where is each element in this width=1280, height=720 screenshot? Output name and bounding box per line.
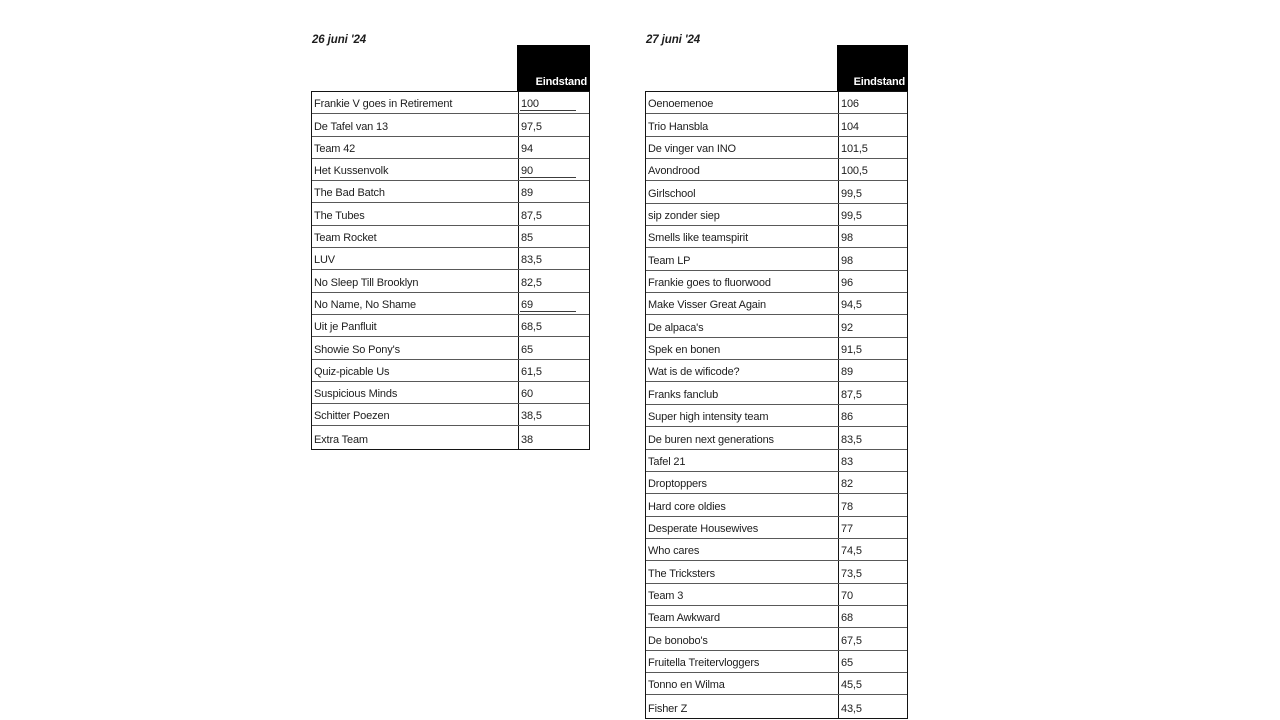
table-row [646,539,907,561]
team-name-cell: Fruitella Treitervloggers [648,656,760,669]
score-cell: 100 [518,92,589,113]
table-row [646,92,907,114]
team-name-cell: Quiz-picable Us [314,365,390,378]
team-name-cell: Het Kussenvolk [314,165,389,178]
score-cell: 98 [838,248,907,269]
team-name-cell: Fisher Z [648,702,688,715]
score-cell: 60 [518,382,589,403]
score-cell: 67,5 [838,628,907,649]
team-name-cell: Suspicious Minds [314,388,398,401]
team-name-cell: Avondrood [648,165,700,178]
team-name-cell: De Tafel van 13 [314,120,388,133]
team-name-cell: The Tricksters [648,567,715,580]
team-name-cell: The Tubes [314,209,365,222]
standings-grid [311,91,590,450]
table-row [312,137,589,159]
score-cell: 73,5 [838,561,907,582]
table-row [646,382,907,404]
team-name-cell: De vinger van INO [648,143,736,156]
team-name-cell: Droptoppers [648,478,707,491]
team-name-cell: Wat is de wificode? [648,366,740,379]
team-name-cell: Girlschool [648,187,696,200]
table-row [646,651,907,673]
score-cell: 106 [838,92,907,113]
team-name-cell: The Bad Batch [314,187,385,200]
team-name-cell: Smells like teamspirit [648,232,749,245]
team-name-cell: Frankie goes to fluorwood [648,277,771,290]
table-row [312,382,589,404]
team-name-cell: No Name, No Shame [314,298,416,311]
table-row [312,159,589,181]
table-row [646,360,907,382]
team-name-cell: Team 3 [648,589,684,602]
score-cell: 90 [518,159,589,180]
table-row [646,606,907,628]
table-row [646,673,907,695]
score-cell: 70 [838,584,907,605]
score-cell: 94,5 [838,293,907,314]
team-name-cell: Showie So Pony's [314,343,400,356]
score-cell: 104 [838,114,907,135]
team-name-cell: LUV [314,254,335,267]
table-row [646,405,907,427]
team-name-cell: No Sleep Till Brooklyn [314,276,419,289]
table-row [312,181,589,203]
team-name-cell: De bonobo's [648,634,708,647]
team-name-cell: Franks fanclub [648,388,719,401]
table-row [646,517,907,539]
table-row [312,315,589,337]
team-name-cell: Super high intensity team [648,411,769,424]
score-cell: 91,5 [838,338,907,359]
team-name-cell: Hard core oldies [648,500,726,513]
team-name-cell: Team Rocket [314,232,377,245]
table-row [646,114,907,136]
table-title-date: 26 juni '24 [312,34,367,46]
table-row [312,203,589,225]
eindstand-column-header: Eindstand [837,45,908,91]
table-row [646,315,907,337]
score-cell: 83,5 [838,427,907,448]
table-row [312,293,589,315]
team-name-cell: Team Awkward [648,612,720,625]
team-name-cell: Uit je Panfluit [314,321,377,334]
score-cell: 45,5 [838,673,907,694]
team-name-cell: Oenoemenoe [648,98,714,111]
table-row [646,584,907,606]
table-row [646,181,907,203]
score-cell: 86 [838,405,907,426]
score-cell: 87,5 [838,382,907,403]
table-row [646,561,907,583]
team-name-cell: Spek en bonen [648,344,721,357]
score-cell: 89 [518,181,589,202]
table-row [312,270,589,292]
table-row [646,293,907,315]
score-cell: 99,5 [838,181,907,202]
team-name-cell: De buren next generations [648,433,774,446]
table-row [646,159,907,181]
score-cell: 68 [838,606,907,627]
team-name-cell: Desperate Housewives [648,522,759,535]
team-name-cell: Team LP [648,254,691,267]
score-cell: 65 [838,651,907,672]
score-cell: 83,5 [518,248,589,269]
score-cell: 43,5 [838,695,907,717]
score-cell: 101,5 [838,137,907,158]
score-cell: 100,5 [838,159,907,180]
score-cell: 74,5 [838,539,907,560]
standings-grid [645,91,908,719]
team-name-cell: Who cares [648,545,700,558]
table-row [646,248,907,270]
table-row [646,271,907,293]
eindstand-column-header: Eindstand [517,45,590,91]
table-row [646,338,907,360]
table-row [646,450,907,472]
score-cell: 68,5 [518,315,589,336]
score-cell: 78 [838,494,907,515]
table-row [312,404,589,426]
table-row [646,226,907,248]
score-cell: 92 [838,315,907,336]
score-cell: 96 [838,271,907,292]
table-row [646,628,907,650]
score-cell: 98 [838,226,907,247]
table-row [312,92,589,114]
score-cell: 77 [838,517,907,538]
table-row [646,472,907,494]
score-cell: 65 [518,337,589,358]
score-cell: 97,5 [518,114,589,135]
team-name-cell: Make Visser Great Again [648,299,767,312]
score-cell: 38 [518,426,589,448]
team-name-cell: Extra Team [314,433,368,446]
team-name-cell: De alpaca's [648,321,704,334]
score-cell: 82,5 [518,270,589,291]
score-cell: 82 [838,472,907,493]
score-cell: 94 [518,137,589,158]
table-row [646,137,907,159]
score-cell: 85 [518,226,589,247]
score-cell: 69 [518,293,589,314]
score-cell: 38,5 [518,404,589,425]
score-cell: 61,5 [518,360,589,381]
table-row [312,226,589,248]
table-row [646,204,907,226]
table-row [312,114,589,136]
score-cell: 99,5 [838,204,907,225]
table-row [312,360,589,382]
table-row [646,494,907,516]
team-name-cell: Tafel 21 [648,455,686,468]
team-name-cell: Schitter Poezen [314,410,390,423]
table-row [646,427,907,449]
team-name-cell: Trio Hansbla [648,120,709,133]
table-row [646,695,907,717]
team-name-cell: Frankie V goes in Retirement [314,98,453,111]
score-cell: 83 [838,450,907,471]
table-row [312,337,589,359]
team-name-cell: Tonno en Wilma [648,679,725,692]
team-name-cell: sip zonder siep [648,210,720,223]
team-name-cell: Team 42 [314,142,356,155]
score-cell: 89 [838,360,907,381]
table-row [312,248,589,270]
score-cell: 87,5 [518,203,589,224]
table-title-date: 27 juni '24 [646,34,701,46]
table-row [312,426,589,448]
